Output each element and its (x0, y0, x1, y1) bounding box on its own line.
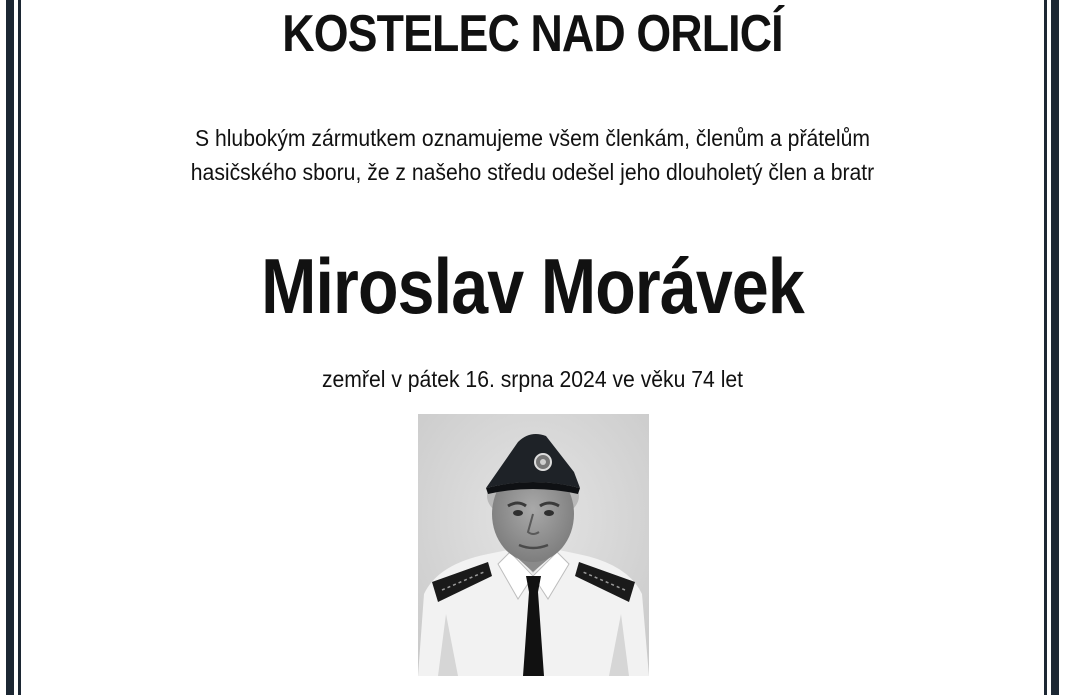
announcement-line-1: S hlubokým zármutkem oznamujeme všem členkám, členům a přátelům (194, 125, 871, 151)
death-date-line: zemřel v pátek 16. srpna 2024 ve věku 74 let (321, 366, 744, 392)
portrait-photo (418, 414, 649, 676)
announcement-line-2: hasičského sboru, že z našeho středu odešel jeho dlouholetý člen a bratr (190, 159, 875, 185)
deceased-name: Miroslav Morávek (261, 242, 804, 330)
announcement-text (43, 121, 1023, 189)
town-heading: KOSTELEC NAD ORLICÍ (282, 5, 783, 63)
